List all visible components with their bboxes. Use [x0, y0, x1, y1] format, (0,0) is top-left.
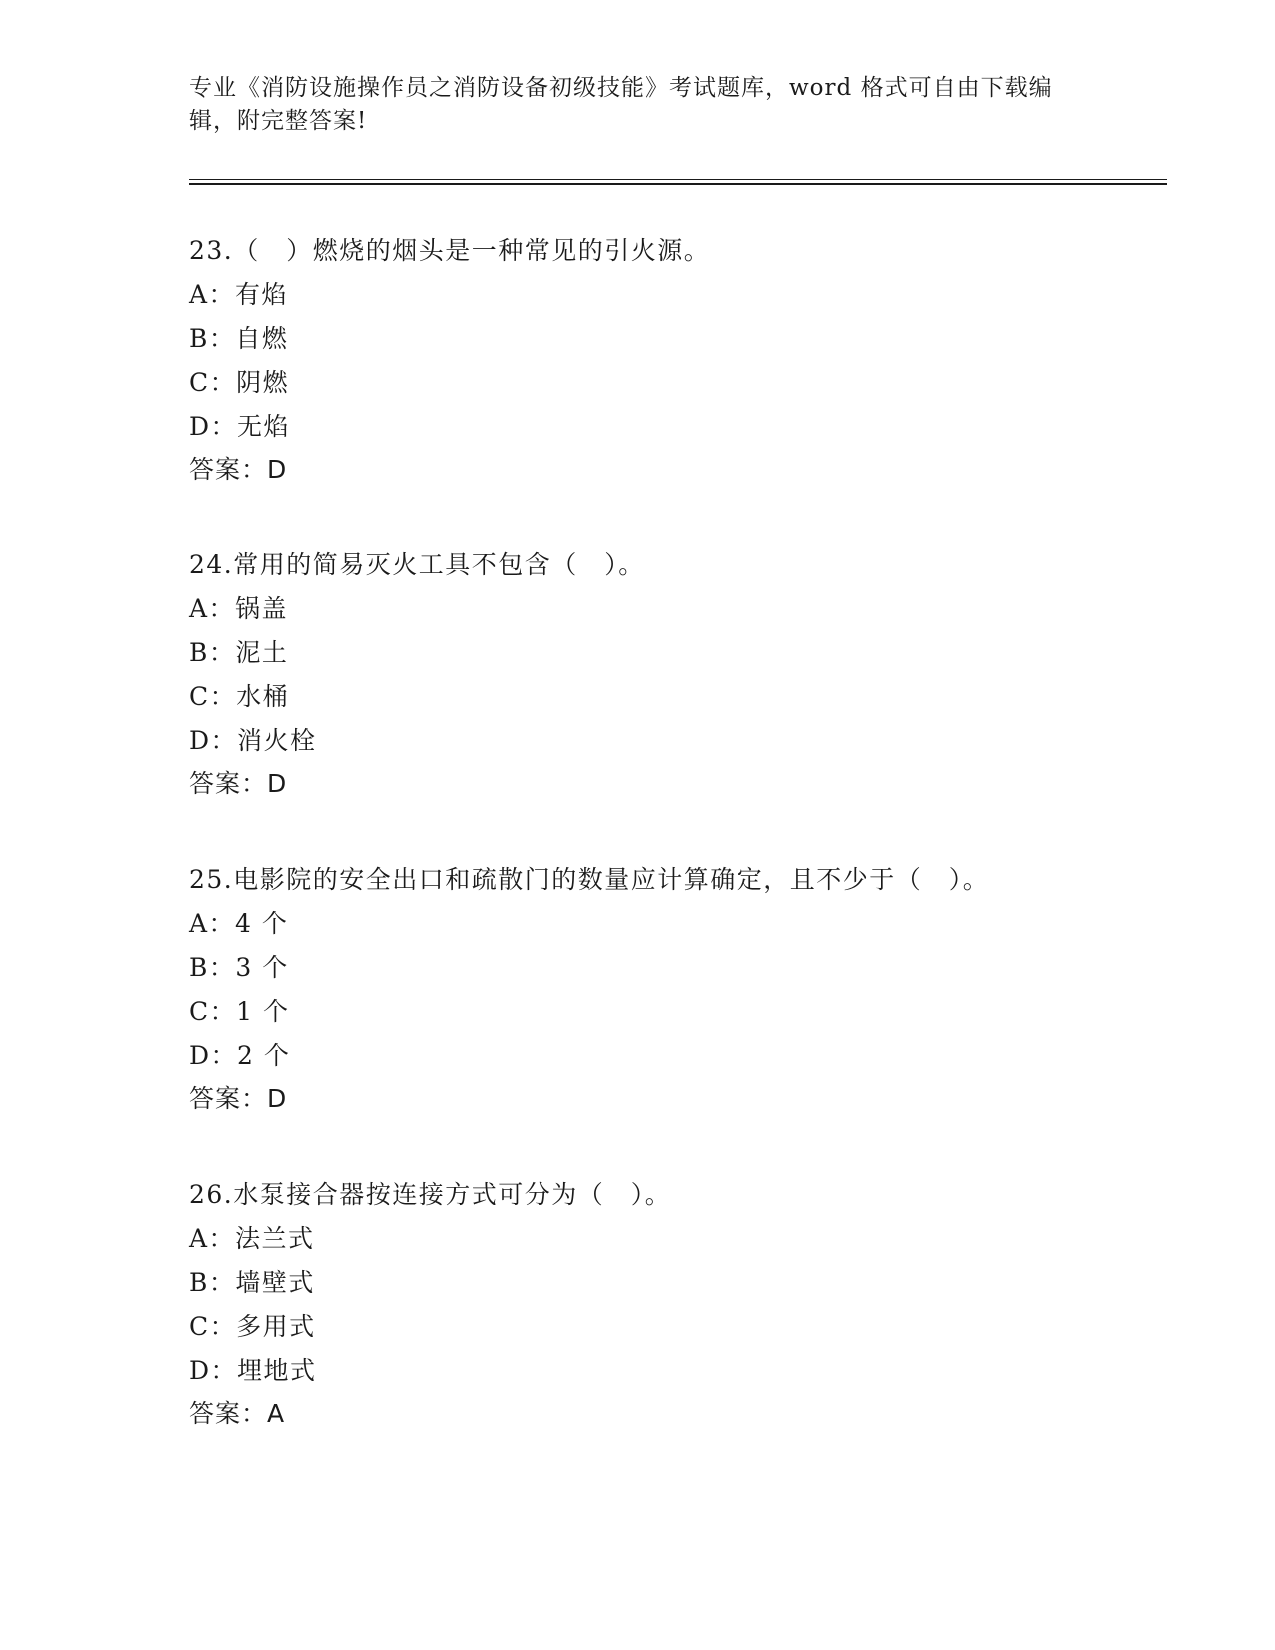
option-b: B：自燃	[189, 324, 289, 353]
option-b: B：3 个	[189, 953, 289, 982]
option-c: C：水桶	[189, 682, 290, 711]
option-d: D：埋地式	[189, 1356, 317, 1385]
header-divider-bottom	[189, 183, 1167, 185]
question-stem: 24.常用的简易灭火工具不包含（ ）。	[189, 550, 645, 579]
option-a: A：4 个	[189, 909, 289, 938]
answer-line: 答案：D	[189, 769, 288, 798]
option-a: A：法兰式	[189, 1224, 315, 1253]
question-stem: 25.电影院的安全出口和疏散门的数量应计算确定，且不少于（ ）。	[189, 865, 990, 894]
header-divider-top	[189, 179, 1167, 180]
question-stem: 26.水泵接合器按连接方式可分为（ ）。	[189, 1180, 672, 1209]
option-c: C：1 个	[189, 997, 290, 1026]
question-stem: 23.（ ）燃烧的烟头是一种常见的引火源。	[189, 236, 711, 265]
answer-line: 答案：D	[189, 455, 288, 484]
document-header	[189, 72, 1069, 138]
option-c: C：阴燃	[189, 368, 290, 397]
answer-line: 答案：D	[189, 1084, 288, 1113]
option-d: D：2 个	[189, 1041, 291, 1070]
header-line-2: 辑，附完整答案!	[189, 108, 368, 134]
option-c: C：多用式	[189, 1312, 316, 1341]
option-a: A：锅盖	[189, 594, 289, 623]
answer-line: 答案：A	[189, 1399, 286, 1428]
header-line-1: 专业《消防设施操作员之消防设备初级技能》考试题库，word 格式可自由下载编	[189, 75, 1053, 101]
option-d: D：消火栓	[189, 726, 317, 755]
option-b: B：墙壁式	[189, 1268, 315, 1297]
option-d: D：无焰	[189, 412, 291, 441]
option-a: A：有焰	[189, 280, 289, 309]
option-b: B：泥土	[189, 638, 289, 667]
